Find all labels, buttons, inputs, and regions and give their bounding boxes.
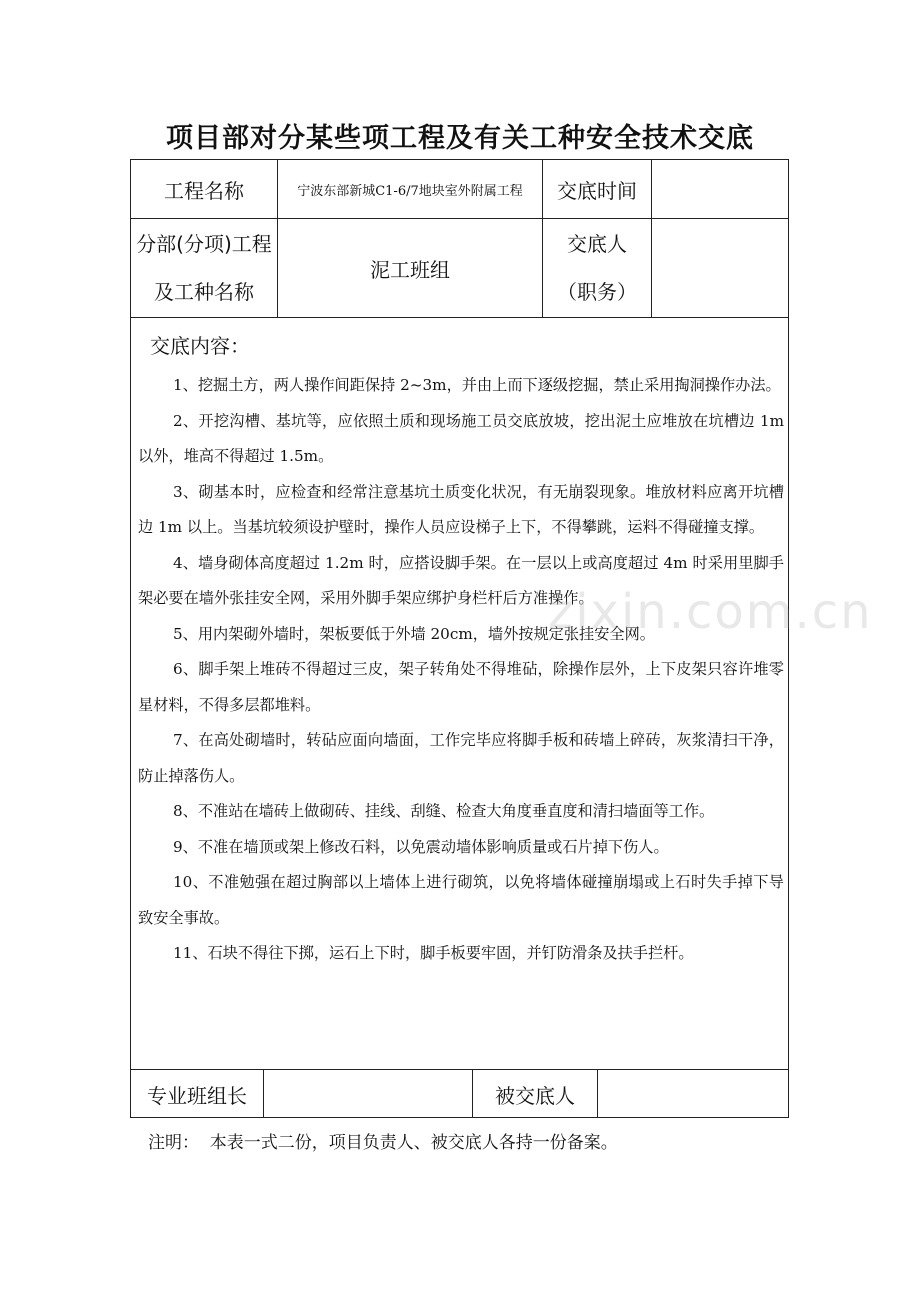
division-value: 泥工班组 [370,257,450,282]
content-item: 1、挖掘土方，两人操作间距保持 2~3m，并由上而下逐级挖掘，禁止采用掏洞操作办法。 [173,376,781,394]
watermark: zixin.com.cn [548,584,873,640]
leader-value [264,1070,472,1118]
project-name-value: 宁波东部新城C1-6/7地块室外附属工程 [297,183,523,199]
time-value [652,160,788,218]
person-value [652,219,788,317]
row-divider [130,317,789,318]
content-item: 10、不准勉强在超过胸部以上墙体上进行砌筑，以免将墙体碰撞崩塌或上石时失手掉下导致安全事故。 [138,873,784,927]
division-label-line1: 分部(分项)工程 [136,232,272,256]
content-item: 6、脚手架上堆砖不得超过三皮，架子转角处不得堆砧，除操作层外，上下皮架只容许堆零星材料，不得多层都堆料。 [138,660,784,714]
content-item: 2、开挖沟槽、基坑等，应依照土质和现场施工员交底放坡，挖出泥土应堆放在坑槽边 1m 以外，堆高不得超过 1.5m。 [138,411,784,465]
footnote: 注明： 本表一式二份，项目负责人、被交底人各持一份备案。 [148,1133,618,1153]
leader-label: 专业班组长 [147,1083,247,1108]
content-item: 3、砌基本时，应检查和经常注意基坑土质变化状况，有无崩裂现象。堆放材料应离开坑槽边 1m 以上。当基坑较须设护壁时，操作人员应设梯子上下，不得攀跳，运料不得碰撞支撑。 [138,482,784,536]
person-label-line1: 交底人 [567,232,627,256]
content-item: 9、不准在墙顶或架上修改石料，以免震动墙体影响质量或石片掉下伤人。 [173,837,669,856]
person-label-line2: （职务） [557,280,637,304]
content-item: 7、在高处砌墙时，转砧应面向墙面，工作完毕应将脚手板和砖墙上碎砖，灰浆清扫干净，防止掉落伤人。 [138,731,784,785]
project-name-label: 工程名称 [164,178,244,203]
content-item: 11、石块不得往下掷，运石上下时，脚手板要牢固，并钉防滑条及扶手拦杆。 [173,944,694,962]
receiver-label: 被交底人 [495,1083,575,1108]
person-label [543,219,651,317]
content-items [138,368,784,972]
division-label [131,219,277,317]
content-heading: 交底内容： [150,334,250,358]
document-title: 项目部对分某些项工程及有关工种安全技术交底 [166,123,754,154]
content-item: 5、用内架砌外墙时，架板要低于外墙 20cm，墙外按规定张挂安全网。 [173,624,655,643]
time-label: 交底时间 [557,178,637,203]
division-label-line2: 及工种名称 [154,280,254,304]
content-item: 8、不准站在墙砖上做砌砖、挂线、刮缝、检查大角度垂直度和清扫墙面等工作。 [173,802,715,820]
content-item: 4、墙身砌体高度超过 1.2m 时，应搭设脚手架。在一层以上或高度超过 4m 时采用里脚手架必要在墙外张挂安全网，采用外脚手架应绑护身栏杆后方准操作。 [138,553,784,607]
receiver-value [598,1070,788,1118]
